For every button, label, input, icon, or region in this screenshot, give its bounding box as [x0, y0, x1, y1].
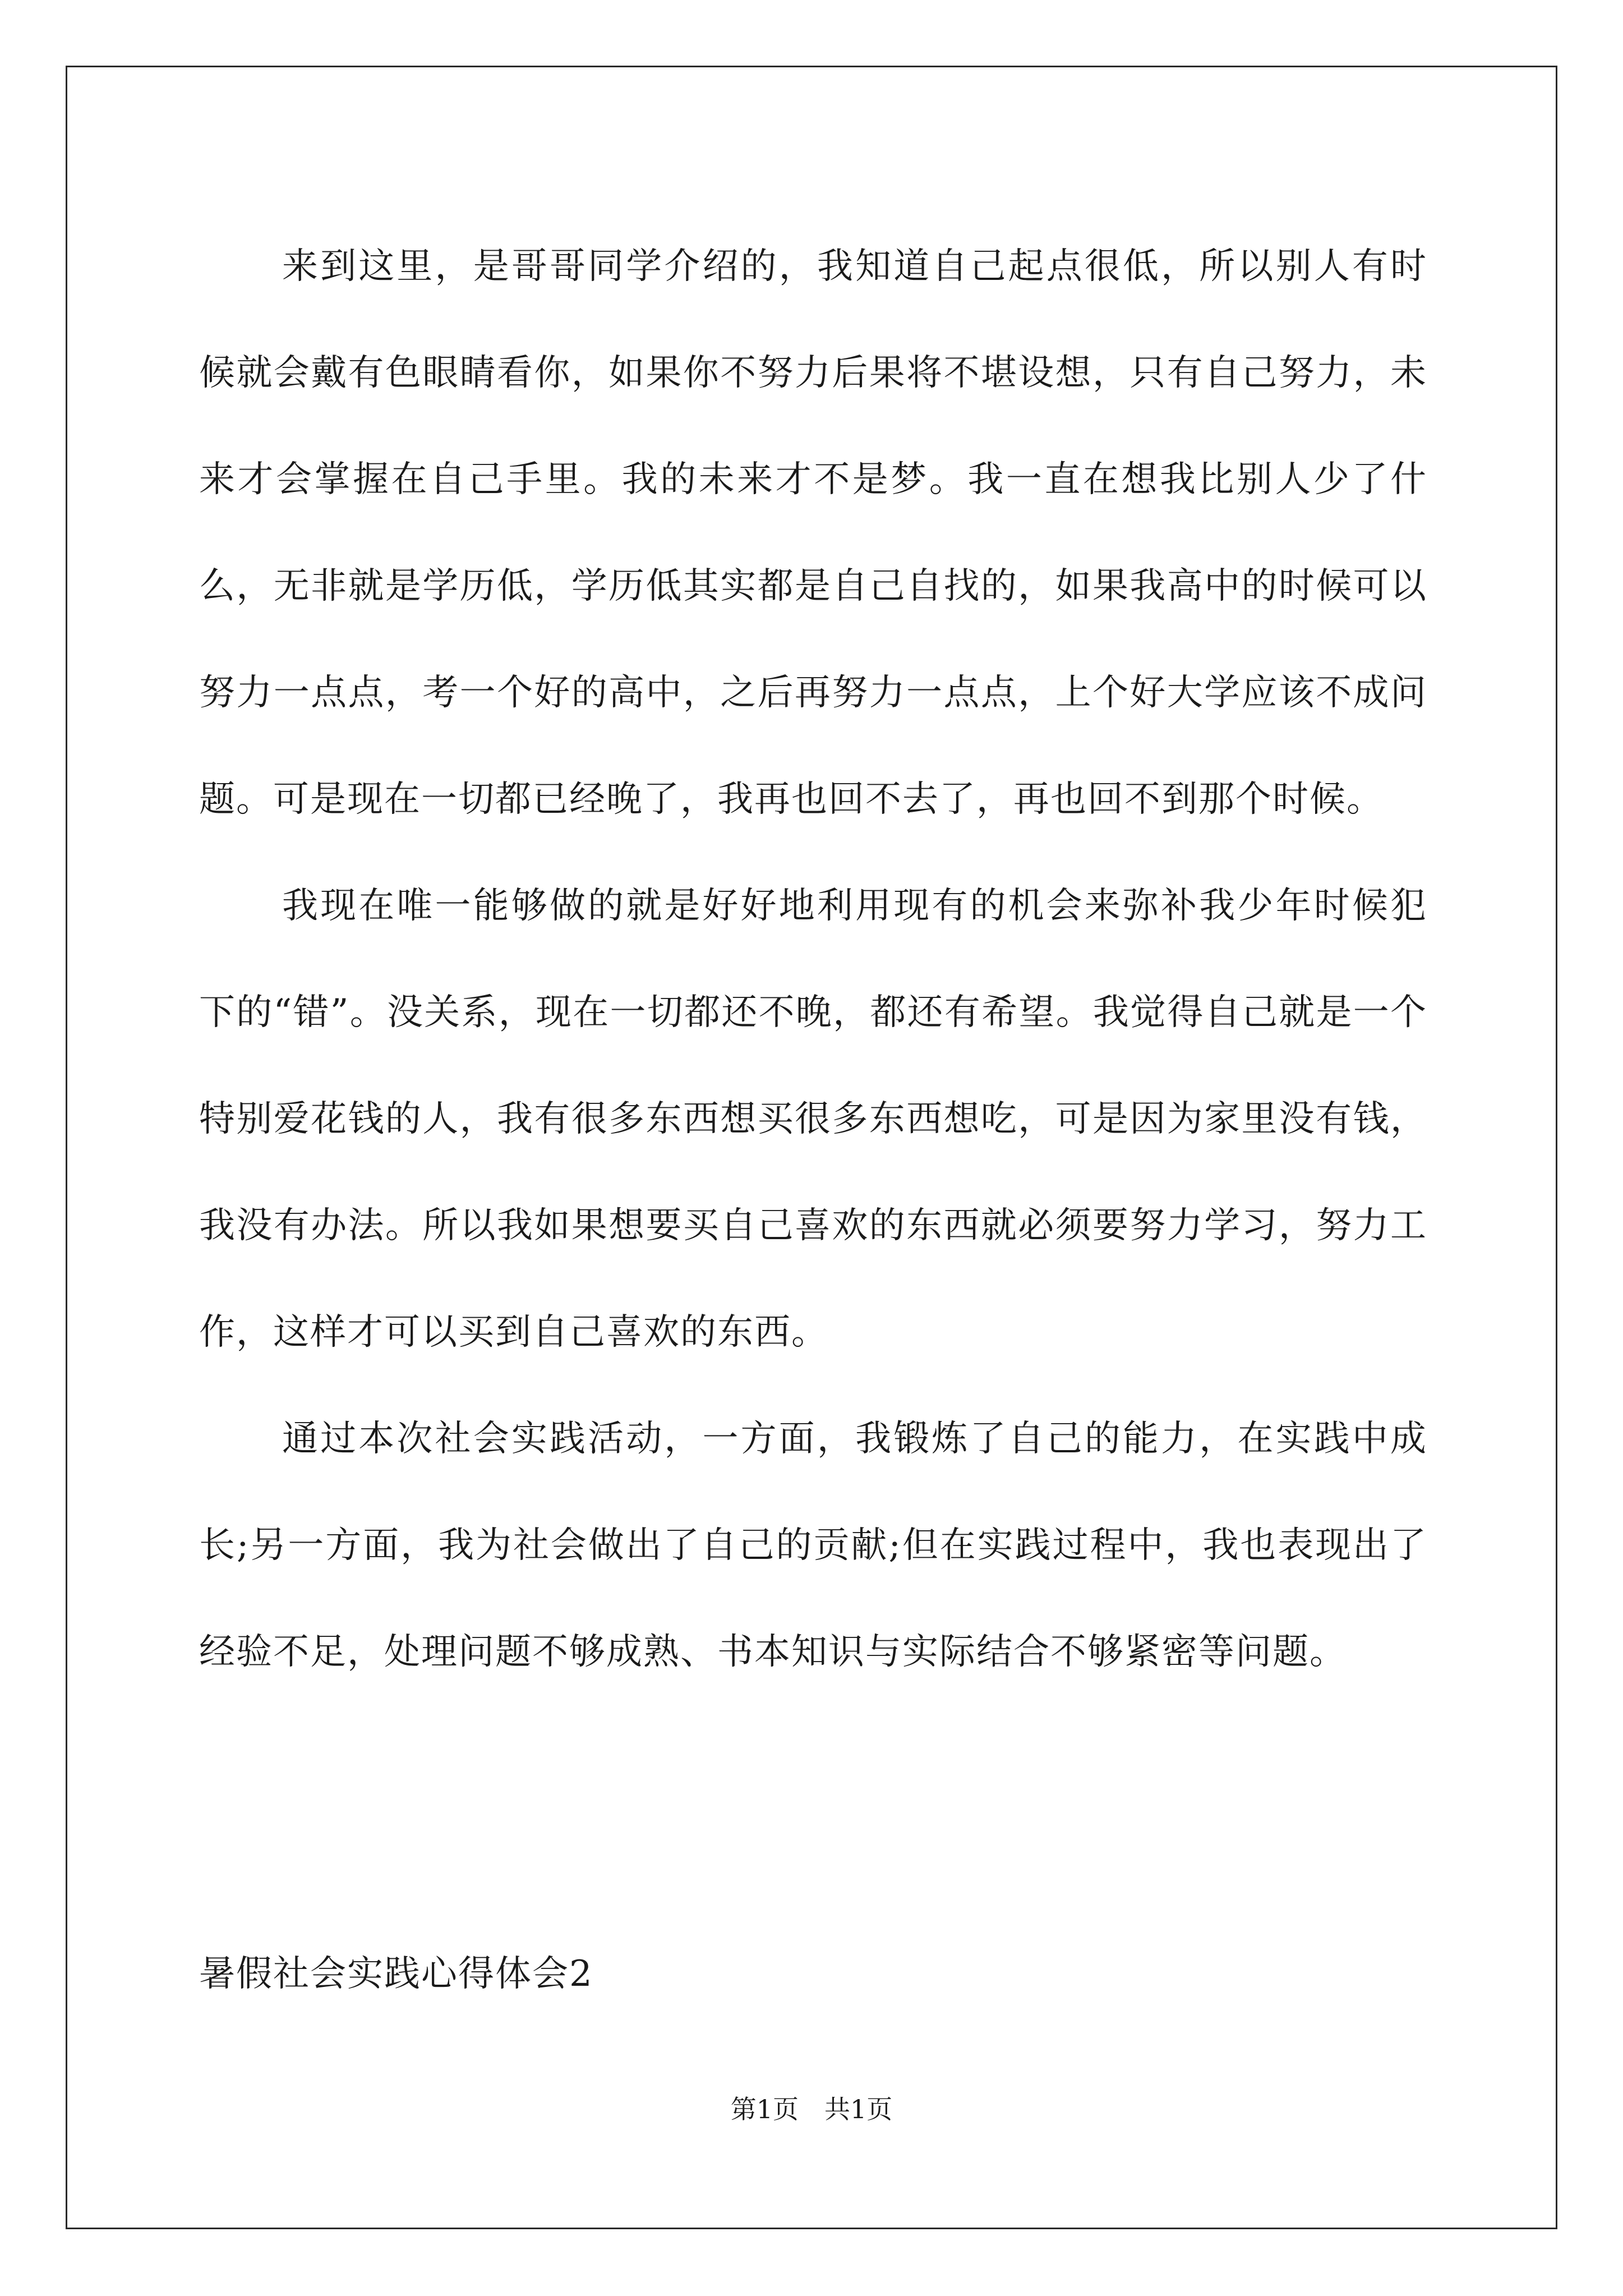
document-body — [199, 213, 1427, 1705]
paragraph-1: 来到这里，是哥哥同学介绍的，我知道自己起点很低，所以别人有时候就会戴有色眼睛看你，如果你不努力后果将不堪设想，只有自己努力，未来才会掌握在自己手里。我的未来才不是梦。我一直在想我比别人少了什么，无非就是学历低，学历低其实都是自己自找的，如果我高中的时候可以努力一点点，考一个好的高中，之后再努力一点点，上个好大学应该不成问题。可是现在一切都已经晚了，我再也回不去了，再也回不到那个时候。 — [199, 246, 1427, 820]
paragraph-2: 我现在唯一能够做的就是好好地利用现有的机会来弥补我少年时候犯下的“错”。没关系，现在一切都还不晚，都还有希望。我觉得自己就是一个特别爱花钱的人，我有很多东西想买很多东西想吃，可是因为家里没有钱，我没有办法。所以我如果想要买自己喜欢的东西就必须要努力学习，努力工作，这样才可以买到自己喜欢的东西。 — [199, 885, 1427, 1353]
section-heading: 暑假社会实践心得体会2 — [199, 1953, 593, 1995]
paragraph-3: 通过本次社会实践活动，一方面，我锻炼了自己的能力，在实践中成长;另一方面，我为社会做出了自己的贡献;但在实践过程中，我也表现出了经验不足，处理问题不够成熟、书本知识与实际结合不够紧密等问题。 — [199, 1418, 1427, 1673]
page-footer: 第1页 共1页 — [730, 2094, 893, 2124]
